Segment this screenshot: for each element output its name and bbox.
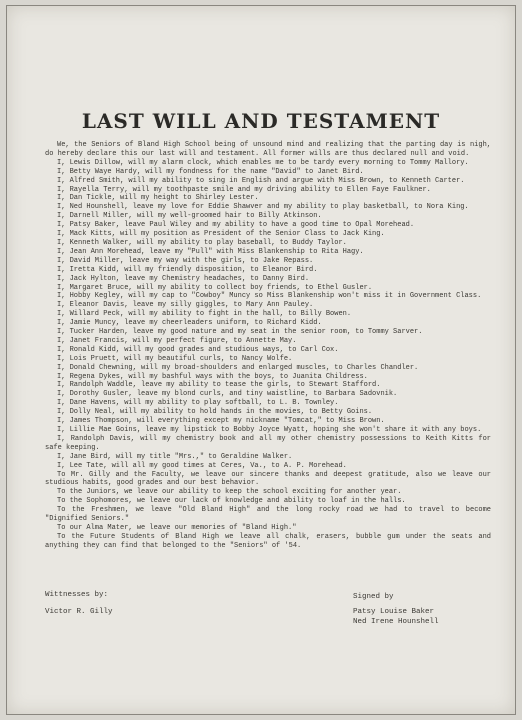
will-paragraph: To the Future Students of Bland High we leave all chalk, erasers, bubble gum under the seats and anything they can find that belonged to the "Seniors" of '54.	[45, 532, 491, 550]
will-paragraph: I, Iretta Kidd, will my friendly disposition, to Eleanor Bird.	[57, 265, 318, 274]
will-paragraph: I, Betty Waye Hardy, will my fondness for the name "David" to Janet Bird.	[57, 167, 364, 176]
will-paragraph: I, David Miller, leave my way with the girls, to Jake Repass.	[57, 256, 314, 265]
will-paragraph: To the Freshmen, we leave "Old Bland High" and the long rocky road we had to travel to become "Dignified Seniors."	[45, 506, 491, 524]
will-paragraph: I, Janet Francis, will my perfect figure, to Annette May.	[57, 336, 297, 345]
signer-name-2: Ned Irene Hounshell	[353, 618, 439, 626]
will-paragraph: I, Jane Bird, will my title "Mrs.," to Geraldine Walker.	[57, 452, 293, 461]
will-paragraph: To the Juniors, we leave our ability to keep the school exciting for another year.	[57, 488, 402, 497]
will-paragraph: I, Kenneth Walker, will my ability to play baseball, to Buddy Taylor.	[57, 238, 347, 247]
will-paragraph: I, Margaret Bruce, will my ability to collect boy friends, to Ethel Gusler.	[57, 283, 373, 292]
will-paragraph: I, Dolly Neal, will my ability to hold hands in the movies, to Betty Goins.	[57, 408, 373, 417]
will-paragraph: I, Jean Ann Morehead, leave my "Pull" with Miss Blankenship to Rita Hagy.	[57, 247, 364, 256]
will-paragraph: I, Willard Peck, will my ability to fight in the hall, to Billy Bowen.	[57, 310, 352, 319]
will-paragraph: I, Hobby Kegley, will my cap to "Cowboy" Muncy so Miss Blankenship won't miss it in Government Class.	[57, 292, 482, 301]
will-paragraph: I, Lewis Dillow, will my alarm clock, which enables me to be tardy every morning to Tommy Mallory.	[57, 158, 469, 167]
will-paragraph: I, Dane Havens, will my ability to play softball, to L. B. Townley.	[57, 399, 339, 408]
witness-name: Victor R. Gilly	[45, 608, 113, 616]
will-paragraph: I, Jack Hylton, leave my Chemistry headaches, to Danny Bird.	[57, 274, 310, 283]
will-paragraph: I, Lillie Mae Goins, leave my lipstick to Bobby Joyce Wyatt, hoping she won't share it with any boys.	[57, 426, 482, 434]
will-paragraph: I, Patsy Baker, leave Paul Wiley and my ability to have a good time to Opal Morehead.	[57, 221, 415, 230]
will-paragraph: I, Tucker Harden, leave my good nature and my seat in the senior room, to Tommy Sarver.	[57, 328, 423, 337]
will-paragraph: I, Lois Pruett, will my beautiful curls, to Nancy Wolfe.	[57, 354, 293, 363]
document-title: LAST WILL AND TESTAMENT	[81, 109, 441, 133]
will-paragraph: I, Donald Chewning, will my broad-shoulders and enlarged muscles, to Charles Chandler.	[57, 363, 419, 372]
will-paragraph: I, Eleanor Davis, leave my silly giggles, to Mary Ann Pauley.	[57, 301, 314, 310]
will-paragraph: I, Mack Kitts, will my position as President of the Senior Class to Jack King.	[57, 230, 385, 239]
will-paragraph: To our Alma Mater, we leave our memories of "Bland High."	[57, 523, 297, 532]
will-paragraph: I, Ronald Kidd, will my good grades and studious ways, to Carl Cox.	[57, 345, 339, 354]
will-paragraph: I, Jamie Muncy, leave my cheerleaders uniform, to Richard Kidd.	[57, 319, 322, 328]
signer-name-1: Patsy Louise Baker	[353, 608, 435, 616]
will-paragraph: I, Regena Dykes, will my bashful ways with the boys, to Juanita Childress.	[57, 372, 368, 381]
will-paragraph: I, Ned Hounshell, leave my love for Eddie Shawver and my ability to play basketball, to Nora King.	[57, 203, 469, 212]
will-paragraph: I, Lee Tate, will all my good times at Ceres, Va., to A. P. Morehead.	[57, 461, 347, 470]
will-paragraph: I, Dorothy Gusler, leave my blond curls, and tiny waistline, to Barbara Sadovnik.	[57, 390, 398, 399]
will-paragraph: I, Randolph Waddle, leave my ability to tease the girls, to Stewart Stafford.	[57, 381, 381, 390]
will-paragraph: I, Dan Tickle, will my height to Shirley Lester.	[57, 194, 259, 203]
will-paragraph: We, the Seniors of Bland High School being of unsound mind and realizing that the parting day is nigh, do hereby declare this our last will and testament. All former wills are thus declared null and void.	[45, 141, 491, 158]
will-paragraph: I, Rayella Terry, will my toothpaste smile and my driving ability to Ellen Faye Faulkner.	[57, 185, 431, 194]
signed-label: Signed by	[353, 593, 394, 601]
document-page	[6, 5, 516, 715]
will-paragraph: To Mr. Gilly and the Faculty, we leave our sincere thanks and deepest gratitude, also we leave our studious habits, good grades and our best behavior.	[45, 470, 491, 488]
document-body	[45, 141, 491, 551]
will-paragraph: I, Alfred Smith, will my ability to sing in English and argue with Miss Brown, to Kenneth Carter.	[57, 176, 465, 185]
will-paragraph: To the Sophomores, we leave our lack of knowledge and ability to loaf in the halls.	[57, 497, 406, 506]
witnesses-label: Wittnesses by:	[45, 591, 109, 599]
will-paragraph: I, James Thompson, will everything except my nickname "Tomcat," to Miss Brown.	[57, 417, 385, 426]
will-paragraph: I, Darnell Miller, will my well-groomed hair to Billy Atkinson.	[57, 212, 322, 221]
will-paragraph: I, Randolph Davis, will my chemistry book and all my other chemistry possessions to Keith Kitts for safe keeping.	[45, 434, 491, 452]
